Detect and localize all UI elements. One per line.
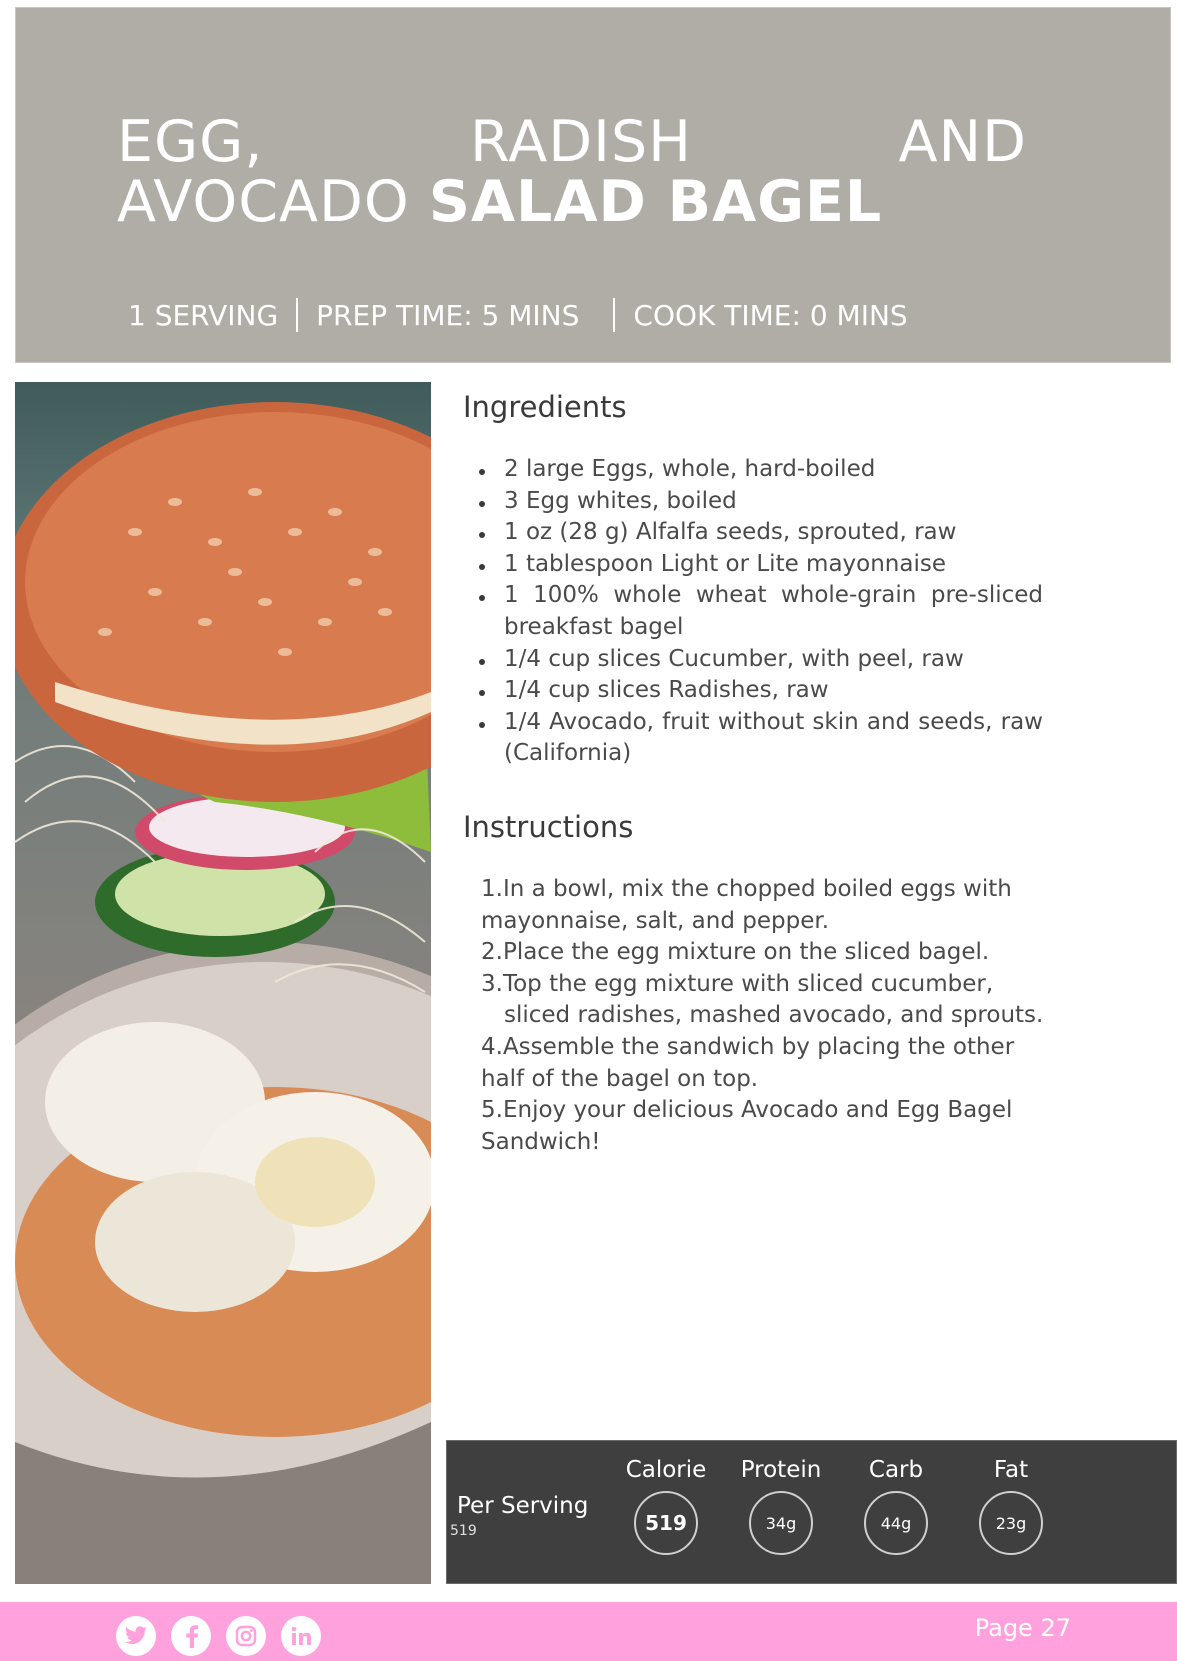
- nutrition-panel: [446, 1440, 1177, 1584]
- ingredients-list: [463, 454, 1043, 770]
- nutrition-calorie: [611, 1457, 721, 1555]
- carb-value: 44g: [864, 1491, 928, 1555]
- step-text: In a bowl, mix the chopped boiled eggs with mayonnaise, salt, and pepper.: [481, 876, 1012, 934]
- nutrition-fat: [956, 1457, 1066, 1555]
- calorie-label: Calorie: [625, 1457, 707, 1483]
- fat-value: 23g: [979, 1491, 1043, 1555]
- title-word-and: AND: [898, 109, 1027, 175]
- list-item: 1/4 Avocado, fruit without skin and seeds, raw (California): [463, 707, 1043, 770]
- recipe-header: [15, 7, 1171, 363]
- instructions-list: [481, 874, 1056, 1158]
- facebook-icon[interactable]: [171, 1616, 211, 1656]
- title-line-2: [117, 169, 1027, 235]
- protein-label: Protein: [740, 1457, 822, 1483]
- list-item: 1 oz (28 g) Alfalfa seeds, sprouted, raw: [463, 517, 1043, 549]
- nutrition-protein: [726, 1457, 836, 1555]
- page-number: Page 27: [974, 1614, 1071, 1642]
- step-number: 2.: [481, 939, 503, 966]
- title-word-egg: EGG,: [117, 109, 264, 175]
- recipe-photo: [15, 382, 431, 1584]
- list-item: 1 tablespoon Light or Lite mayonnaise: [463, 549, 1043, 581]
- step-number: 3.: [481, 970, 503, 997]
- twitter-icon[interactable]: [116, 1616, 156, 1656]
- step-text: Top the egg mixture with sliced cucumber,: [502, 970, 994, 997]
- step-text-continued: sliced radishes, mashed avocado, and sprouts.: [504, 1002, 1044, 1029]
- title-word-avocado: AVOCADO: [117, 169, 410, 235]
- title-bold-part: SALAD BAGEL: [428, 169, 883, 235]
- title-word-radish: RADISH: [469, 109, 692, 175]
- cook-time-text: COOK TIME: 0 MINS: [633, 298, 908, 332]
- recipe-title: [117, 109, 1027, 235]
- per-serving-label: Per Serving: [457, 1493, 589, 1519]
- carb-label: Carb: [868, 1457, 924, 1483]
- step-text: Assemble the sandwich by placing the other half of the bagel on top.: [481, 1033, 1015, 1092]
- list-item: 1/4 cup slices Cucumber, with peel, raw: [463, 644, 1043, 676]
- title-line-1: [117, 109, 1027, 175]
- instruction-step: [481, 1032, 1056, 1095]
- fat-label: Fat: [993, 1457, 1029, 1483]
- nutrition-carb: [841, 1457, 951, 1555]
- servings-text: 1 SERVING: [128, 298, 279, 332]
- instruction-step: [481, 937, 1056, 969]
- linkedin-icon[interactable]: [281, 1616, 321, 1656]
- step-number: 4.: [481, 1033, 503, 1060]
- meta-divider: [296, 298, 298, 332]
- protein-value: 34g: [749, 1491, 813, 1555]
- prep-time-text: PREP TIME: 5 MINS: [316, 298, 580, 332]
- instagram-icon[interactable]: [226, 1616, 266, 1656]
- list-item: 1/4 cup slices Radishes, raw: [463, 675, 1043, 707]
- list-item: 3 Egg whites, boiled: [463, 486, 1043, 518]
- list-item: 1 100% whole wheat whole-grain pre-sliced breakfast bagel: [463, 580, 1043, 643]
- step-number: 1.: [481, 876, 503, 902]
- instruction-step: [481, 1095, 1056, 1158]
- per-serving-value: 519: [450, 1523, 477, 1539]
- recipe-meta: [128, 298, 908, 332]
- instruction-step: [481, 874, 1056, 937]
- meta-divider: [613, 298, 615, 332]
- social-links: [116, 1616, 321, 1656]
- calorie-value: 519: [634, 1491, 698, 1555]
- page-footer: [0, 1602, 1177, 1661]
- instruction-step: [481, 969, 1056, 1032]
- instructions-heading: Instructions: [463, 810, 634, 844]
- step-text: Place the egg mixture on the sliced bagel.: [502, 939, 990, 966]
- step-number: 5.: [481, 1097, 503, 1124]
- step-text: Enjoy your delicious Avocado and Egg Bagel Sandwich!: [481, 1097, 1013, 1155]
- bagel-illustration: [15, 382, 431, 1584]
- list-item: 2 large Eggs, whole, hard-boiled: [463, 454, 1043, 486]
- ingredients-heading: Ingredients: [463, 390, 627, 424]
